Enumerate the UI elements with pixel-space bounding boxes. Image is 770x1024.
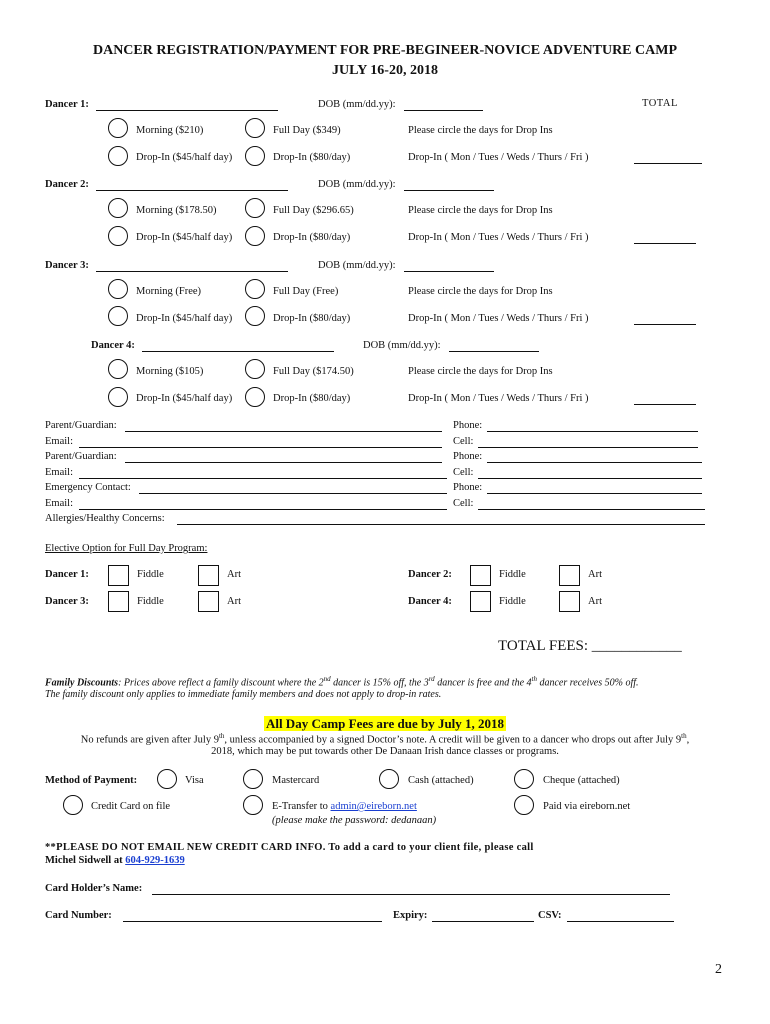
dancer-2-fiddle-label: Fiddle	[499, 569, 526, 580]
parent-1-field[interactable]	[125, 431, 442, 432]
cell-2-label: Cell:	[453, 467, 474, 478]
refund-policy: No refunds are given after July 9th, unless accompanied by a signed Doctor’s note. A credit will be given to a dancer who drops out after July 9th,	[80, 732, 690, 746]
credit-card-radio[interactable]	[63, 795, 83, 815]
elective-dancer-2-label: Dancer 2:	[408, 569, 452, 580]
credit-card-warning: **PLEASE DO NOT EMAIL NEW CREDIT CARD INFO. To add a card to your client file, please call	[45, 842, 534, 853]
dancer-1-fiddle-checkbox[interactable]	[108, 565, 129, 586]
dancer-1-total-field[interactable]	[634, 163, 702, 164]
dancer-4-drop-day-radio[interactable]	[245, 387, 265, 407]
dancer-2-drop-day-radio[interactable]	[245, 226, 265, 246]
phone-2-field[interactable]	[487, 462, 702, 463]
elective-dancer-4-label: Dancer 4:	[408, 596, 452, 607]
csv-field[interactable]	[567, 921, 674, 922]
emergency-field[interactable]	[139, 493, 447, 494]
dancer-2-fullday-label: Full Day ($296.65)	[273, 205, 354, 216]
dancer-1-fullday-radio[interactable]	[245, 118, 265, 138]
dancer-4-art-checkbox[interactable]	[559, 591, 580, 612]
visa-radio[interactable]	[157, 769, 177, 789]
dancer-1-drop-day-label: Drop-In ($80/day)	[273, 152, 351, 163]
page-number: 2	[715, 962, 722, 977]
due-notice: All Day Camp Fees are due by July 1, 2018	[265, 716, 505, 731]
dancer-4-total-field[interactable]	[634, 404, 696, 405]
dancer-1-label: Dancer 1:	[45, 99, 89, 110]
dancer-3-drop-day-radio[interactable]	[245, 306, 265, 326]
email-2-label: Email:	[45, 467, 73, 478]
dancer-3-drop-half-radio[interactable]	[108, 306, 128, 326]
cell-3-label: Cell:	[453, 498, 474, 509]
dancer-4-label: Dancer 4:	[91, 340, 135, 351]
dancer-4-dob-field[interactable]	[449, 351, 539, 352]
dancer-2-dob-field[interactable]	[404, 190, 494, 191]
dancer-4-name-field[interactable]	[142, 351, 334, 352]
dancer-1-fiddle-label: Fiddle	[137, 569, 164, 580]
dancer-3-name-field[interactable]	[96, 271, 288, 272]
expiry-label: Expiry:	[393, 910, 428, 921]
dancer-2-morning-radio[interactable]	[108, 198, 128, 218]
dancer-4-drop-note: Please circle the days for Drop Ins	[408, 366, 553, 377]
family-discount-label: Family Discounts	[45, 677, 119, 689]
mastercard-radio[interactable]	[243, 769, 263, 789]
dancer-2-drop-days: Drop-In ( Mon / Tues / Weds / Thurs / Fri )	[408, 232, 589, 243]
refund-policy-2: 2018, which may be put towards other De Danaan Irish dance classes or programs.	[211, 746, 559, 757]
dancer-1-name-field[interactable]	[96, 110, 278, 111]
dancer-2-drop-half-label: Drop-In ($45/half day)	[136, 232, 233, 243]
dancer-3-dob-label: DOB (mm/dd.yy):	[318, 260, 396, 271]
card-number-label: Card Number:	[45, 910, 112, 921]
dancer-3-art-label: Art	[227, 596, 241, 607]
dancer-4-drop-half-label: Drop-In ($45/half day)	[136, 393, 233, 404]
dancer-2-drop-note: Please circle the days for Drop Ins	[408, 205, 553, 216]
dancer-1-dob-label: DOB (mm/dd.yy):	[318, 99, 396, 110]
email-3-field[interactable]	[79, 509, 447, 510]
dancer-1-drop-half-label: Drop-In ($45/half day)	[136, 152, 233, 163]
card-holder-field[interactable]	[152, 894, 670, 895]
dancer-4-fiddle-label: Fiddle	[499, 596, 526, 607]
parent-1-label: Parent/Guardian:	[45, 420, 117, 431]
dancer-2-dob-label: DOB (mm/dd.yy):	[318, 179, 396, 190]
etransfer-password-note: (please make the password: dedanaan)	[272, 815, 437, 826]
dancer-1-drop-note: Please circle the days for Drop Ins	[408, 125, 553, 136]
dancer-2-total-field[interactable]	[634, 243, 696, 244]
phone-1-field[interactable]	[487, 431, 698, 432]
dancer-4-fullday-radio[interactable]	[245, 359, 265, 379]
dancer-3-fiddle-checkbox[interactable]	[108, 591, 129, 612]
elective-dancer-1-label: Dancer 1:	[45, 569, 89, 580]
payment-method-label: Method of Payment:	[45, 775, 138, 786]
phone-3-field[interactable]	[487, 493, 702, 494]
dancer-3-total-field[interactable]	[634, 324, 696, 325]
dancer-1-art-checkbox[interactable]	[198, 565, 219, 586]
dancer-2-drop-half-radio[interactable]	[108, 226, 128, 246]
cheque-radio[interactable]	[514, 769, 534, 789]
dancer-1-morning-label: Morning ($210)	[136, 125, 204, 136]
card-holder-label: Card Holder’s Name:	[45, 883, 143, 894]
dancer-3-drop-day-label: Drop-In ($80/day)	[273, 313, 351, 324]
etransfer-radio[interactable]	[243, 795, 263, 815]
dancer-1-art-label: Art	[227, 569, 241, 580]
email-1-field[interactable]	[79, 447, 442, 448]
elective-dancer-3-label: Dancer 3:	[45, 596, 89, 607]
email-3-label: Email:	[45, 498, 73, 509]
form-date: JULY 16-20, 2018	[332, 63, 438, 78]
contact-line: Michel Sidwell at 604-929-1639	[45, 855, 185, 866]
dancer-3-morning-radio[interactable]	[108, 279, 128, 299]
dancer-2-art-checkbox[interactable]	[559, 565, 580, 586]
dancer-4-drop-day-label: Drop-In ($80/day)	[273, 393, 351, 404]
family-discount-note: The family discount only applies to immediate family members and does not apply to drop-in rates.	[45, 689, 442, 700]
email-2-field[interactable]	[79, 478, 447, 479]
dancer-4-drop-days: Drop-In ( Mon / Tues / Weds / Thurs / Fri )	[408, 393, 589, 404]
expiry-field[interactable]	[432, 921, 534, 922]
dancer-3-label: Dancer 3:	[45, 260, 89, 271]
cheque-label: Cheque (attached)	[543, 775, 620, 786]
dancer-2-label: Dancer 2:	[45, 179, 89, 190]
dancer-1-drop-days: Drop-In ( Mon / Tues / Weds / Thurs / Fri )	[408, 152, 589, 163]
due-notice-wrap	[0, 715, 770, 733]
form-title: DANCER REGISTRATION/PAYMENT FOR PRE-BEGINEER-NOVICE ADVENTURE CAMP	[92, 43, 678, 58]
parent-2-field[interactable]	[125, 462, 442, 463]
dancer-3-fullday-label: Full Day (Free)	[273, 286, 339, 297]
total-header: TOTAL	[642, 98, 678, 109]
dancer-3-art-checkbox[interactable]	[198, 591, 219, 612]
cash-radio[interactable]	[379, 769, 399, 789]
dancer-1-drop-day-radio[interactable]	[245, 146, 265, 166]
phone-1-label: Phone:	[453, 420, 483, 431]
parent-2-label: Parent/Guardian:	[45, 451, 117, 462]
dancer-2-name-field[interactable]	[96, 190, 288, 191]
dancer-3-drop-half-label: Drop-In ($45/half day)	[136, 313, 233, 324]
csv-label: CSV:	[538, 910, 562, 921]
dancer-2-drop-day-label: Drop-In ($80/day)	[273, 232, 351, 243]
cell-2-field[interactable]	[478, 478, 702, 479]
emergency-label: Emergency Contact:	[45, 482, 131, 493]
cell-1-label: Cell:	[453, 436, 474, 447]
dancer-4-fiddle-checkbox[interactable]	[470, 591, 491, 612]
dancer-4-art-label: Art	[588, 596, 602, 607]
dancer-3-dob-field[interactable]	[404, 271, 494, 272]
dancer-4-dob-label: DOB (mm/dd.yy):	[363, 340, 441, 351]
dancer-2-art-label: Art	[588, 569, 602, 580]
allergies-label: Allergies/Healthy Concerns:	[45, 513, 165, 524]
dancer-4-fullday-label: Full Day ($174.50)	[273, 366, 354, 377]
cell-3-field[interactable]	[478, 509, 705, 510]
dancer-2-morning-label: Morning ($178.50)	[136, 205, 217, 216]
dancer-4-morning-radio[interactable]	[108, 359, 128, 379]
dancer-3-morning-label: Morning (Free)	[136, 286, 202, 297]
dancer-4-drop-half-radio[interactable]	[108, 387, 128, 407]
dancer-1-morning-radio[interactable]	[108, 118, 128, 138]
phone-2-label: Phone:	[453, 451, 483, 462]
dancer-3-drop-days: Drop-In ( Mon / Tues / Weds / Thurs / Fri )	[408, 313, 589, 324]
etransfer-label: E-Transfer to admin@eireborn.net	[272, 801, 417, 812]
dancer-1-drop-half-radio[interactable]	[108, 146, 128, 166]
cell-1-field[interactable]	[478, 447, 698, 448]
credit-card-label: Credit Card on file	[91, 801, 171, 812]
family-discount-text: Family Discounts: Prices above reflect a family discount where the 2nd dancer is 15% off, the 3rd dancer is free and the 4th dancer receives 50% off.	[45, 675, 639, 689]
dancer-1-fullday-label: Full Day ($349)	[273, 125, 341, 136]
card-number-field[interactable]	[123, 921, 382, 922]
dancer-3-fiddle-label: Fiddle	[137, 596, 164, 607]
total-fees: TOTAL FEES: ____________	[498, 638, 682, 654]
dancer-4-morning-label: Morning ($105)	[136, 366, 204, 377]
dancer-2-fullday-radio[interactable]	[245, 198, 265, 218]
dancer-3-drop-note: Please circle the days for Drop Ins	[408, 286, 553, 297]
phone-link[interactable]: 604-929-1639	[125, 855, 185, 866]
phone-3-label: Phone:	[453, 482, 483, 493]
cash-label: Cash (attached)	[408, 775, 474, 786]
allergies-field[interactable]	[177, 524, 705, 525]
paid-online-label: Paid via eireborn.net	[543, 801, 631, 812]
visa-label: Visa	[185, 775, 204, 786]
etransfer-email-link[interactable]: admin@eireborn.net	[330, 801, 417, 812]
email-1-label: Email:	[45, 436, 73, 447]
dancer-2-fiddle-checkbox[interactable]	[470, 565, 491, 586]
paid-online-radio[interactable]	[514, 795, 534, 815]
dancer-3-fullday-radio[interactable]	[245, 279, 265, 299]
mastercard-label: Mastercard	[272, 775, 320, 786]
dancer-1-dob-field[interactable]	[404, 110, 483, 111]
elective-heading: Elective Option for Full Day Program:	[45, 543, 208, 554]
